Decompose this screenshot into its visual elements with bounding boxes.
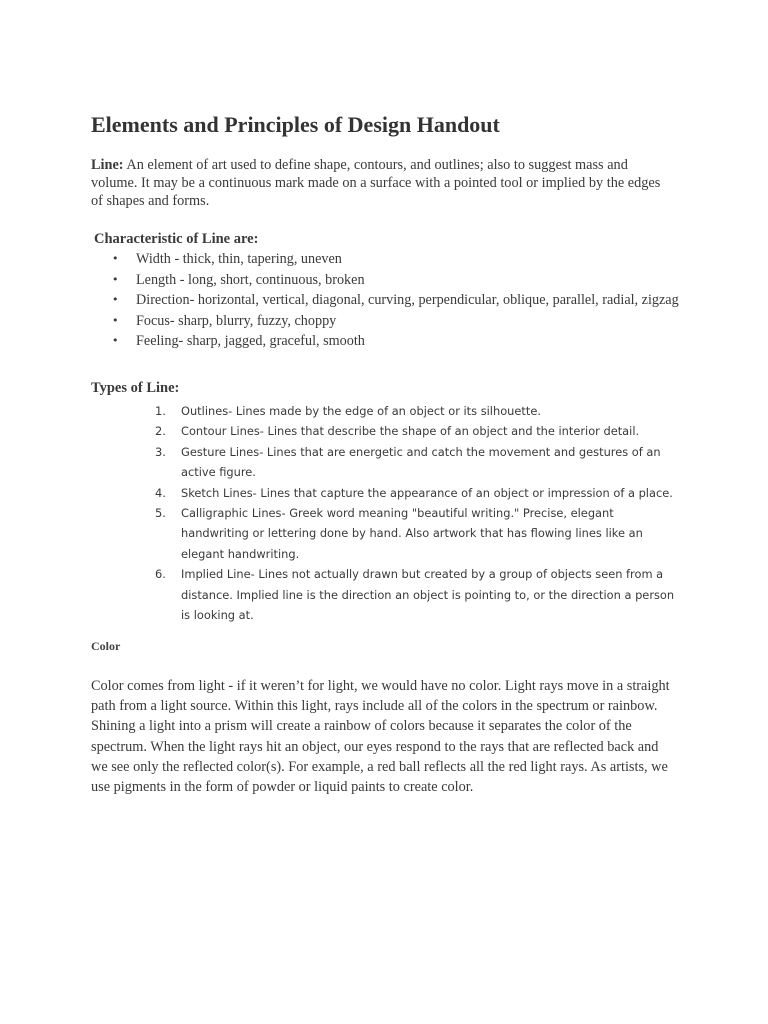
bullet-icon: • — [112, 334, 119, 347]
list-item-text: Width - thick, thin, tapering, uneven — [136, 251, 342, 267]
list-item-text: Focus- sharp, blurry, fuzzy, choppy — [136, 312, 337, 329]
types-list — [155, 401, 680, 625]
bullet-icon: • — [112, 272, 119, 286]
numbered-item-text: Outlines- Lines made by the edge of an object or its silhouette. — [181, 404, 541, 418]
characteristics-list — [112, 249, 682, 352]
item-number: 4. — [155, 485, 166, 500]
line-definition — [91, 156, 671, 210]
numbered-item — [155, 483, 680, 503]
bullet-icon: • — [112, 252, 119, 265]
numbered-item-text: Gesture Lines- Lines that are energetic and catch the movement and gestures of an active figure. — [181, 444, 661, 480]
item-number: 1. — [155, 404, 166, 418]
bullet-icon: • — [112, 313, 119, 327]
numbered-item-text: Implied Line- Lines not actually drawn but created by a group of objects seen from a distance. Implied line is the direction an object is pointing to, or the direction a person is looking at. — [181, 567, 675, 623]
item-number: 5. — [155, 506, 166, 521]
numbered-item-text: Contour Lines- Lines that describe the shape of an object and the interior detail. — [181, 424, 640, 439]
numbered-item — [155, 401, 680, 421]
line-definition-text: An element of art used to define shape, contours, and outlines; also to suggest mass and volume. It may be a continuous mark made on a surface with a pointed tool or implied by the edges of shapes and forms. — [91, 157, 661, 209]
item-number: 3. — [155, 444, 166, 459]
color-paragraph: Color comes from light - if it weren’t for light, we would have no color. Light rays move in a straight path from a light source. Within this light, rays include all of the colors in the spectrum or rainbow. Shining a light into a prism will create a rainbow of colors because it separates the color of the spectrum. When the light rays hit an object, our eyes respond to the rays that are reflected back and we see only the reflected color(s). For example, a red ball reflects all the red light rays. As artists, we use pigments in the form of powder or liquid paints to create color. — [91, 678, 670, 796]
list-item — [112, 290, 682, 311]
list-item-text: Length - long, short, continuous, broken — [136, 271, 365, 288]
list-item — [112, 249, 682, 270]
list-item — [112, 331, 682, 352]
list-item — [112, 270, 682, 291]
item-number: 2. — [155, 424, 166, 439]
list-item-text: Feeling- sharp, jagged, graceful, smooth — [136, 333, 365, 349]
page-title: Elements and Principles of Design Handout — [91, 112, 500, 137]
color-heading: Color — [91, 639, 121, 653]
numbered-item — [155, 421, 680, 441]
list-item — [112, 311, 682, 332]
numbered-item-text: Sketch Lines- Lines that capture the appearance of an object or impression of a place. — [181, 485, 673, 500]
line-term: Line: — [91, 157, 124, 173]
characteristics-heading: Characteristic of Line are: — [94, 231, 259, 247]
numbered-item — [155, 503, 680, 564]
numbered-item-text: Calligraphic Lines- Greek word meaning "beautiful writing." Precise, elegant handwriting or lettering done by hand. Also artwork that has flowing lines like an elegant handwriting. — [181, 506, 643, 561]
item-number: 6. — [155, 567, 166, 582]
list-item-text: Direction- horizontal, vertical, diagonal, curving, perpendicular, oblique, parallel, radial, zigzag — [136, 292, 679, 308]
types-heading: Types of Line: — [91, 380, 180, 396]
bullet-icon: • — [112, 293, 119, 306]
numbered-item — [155, 442, 680, 483]
numbered-item — [155, 564, 680, 625]
